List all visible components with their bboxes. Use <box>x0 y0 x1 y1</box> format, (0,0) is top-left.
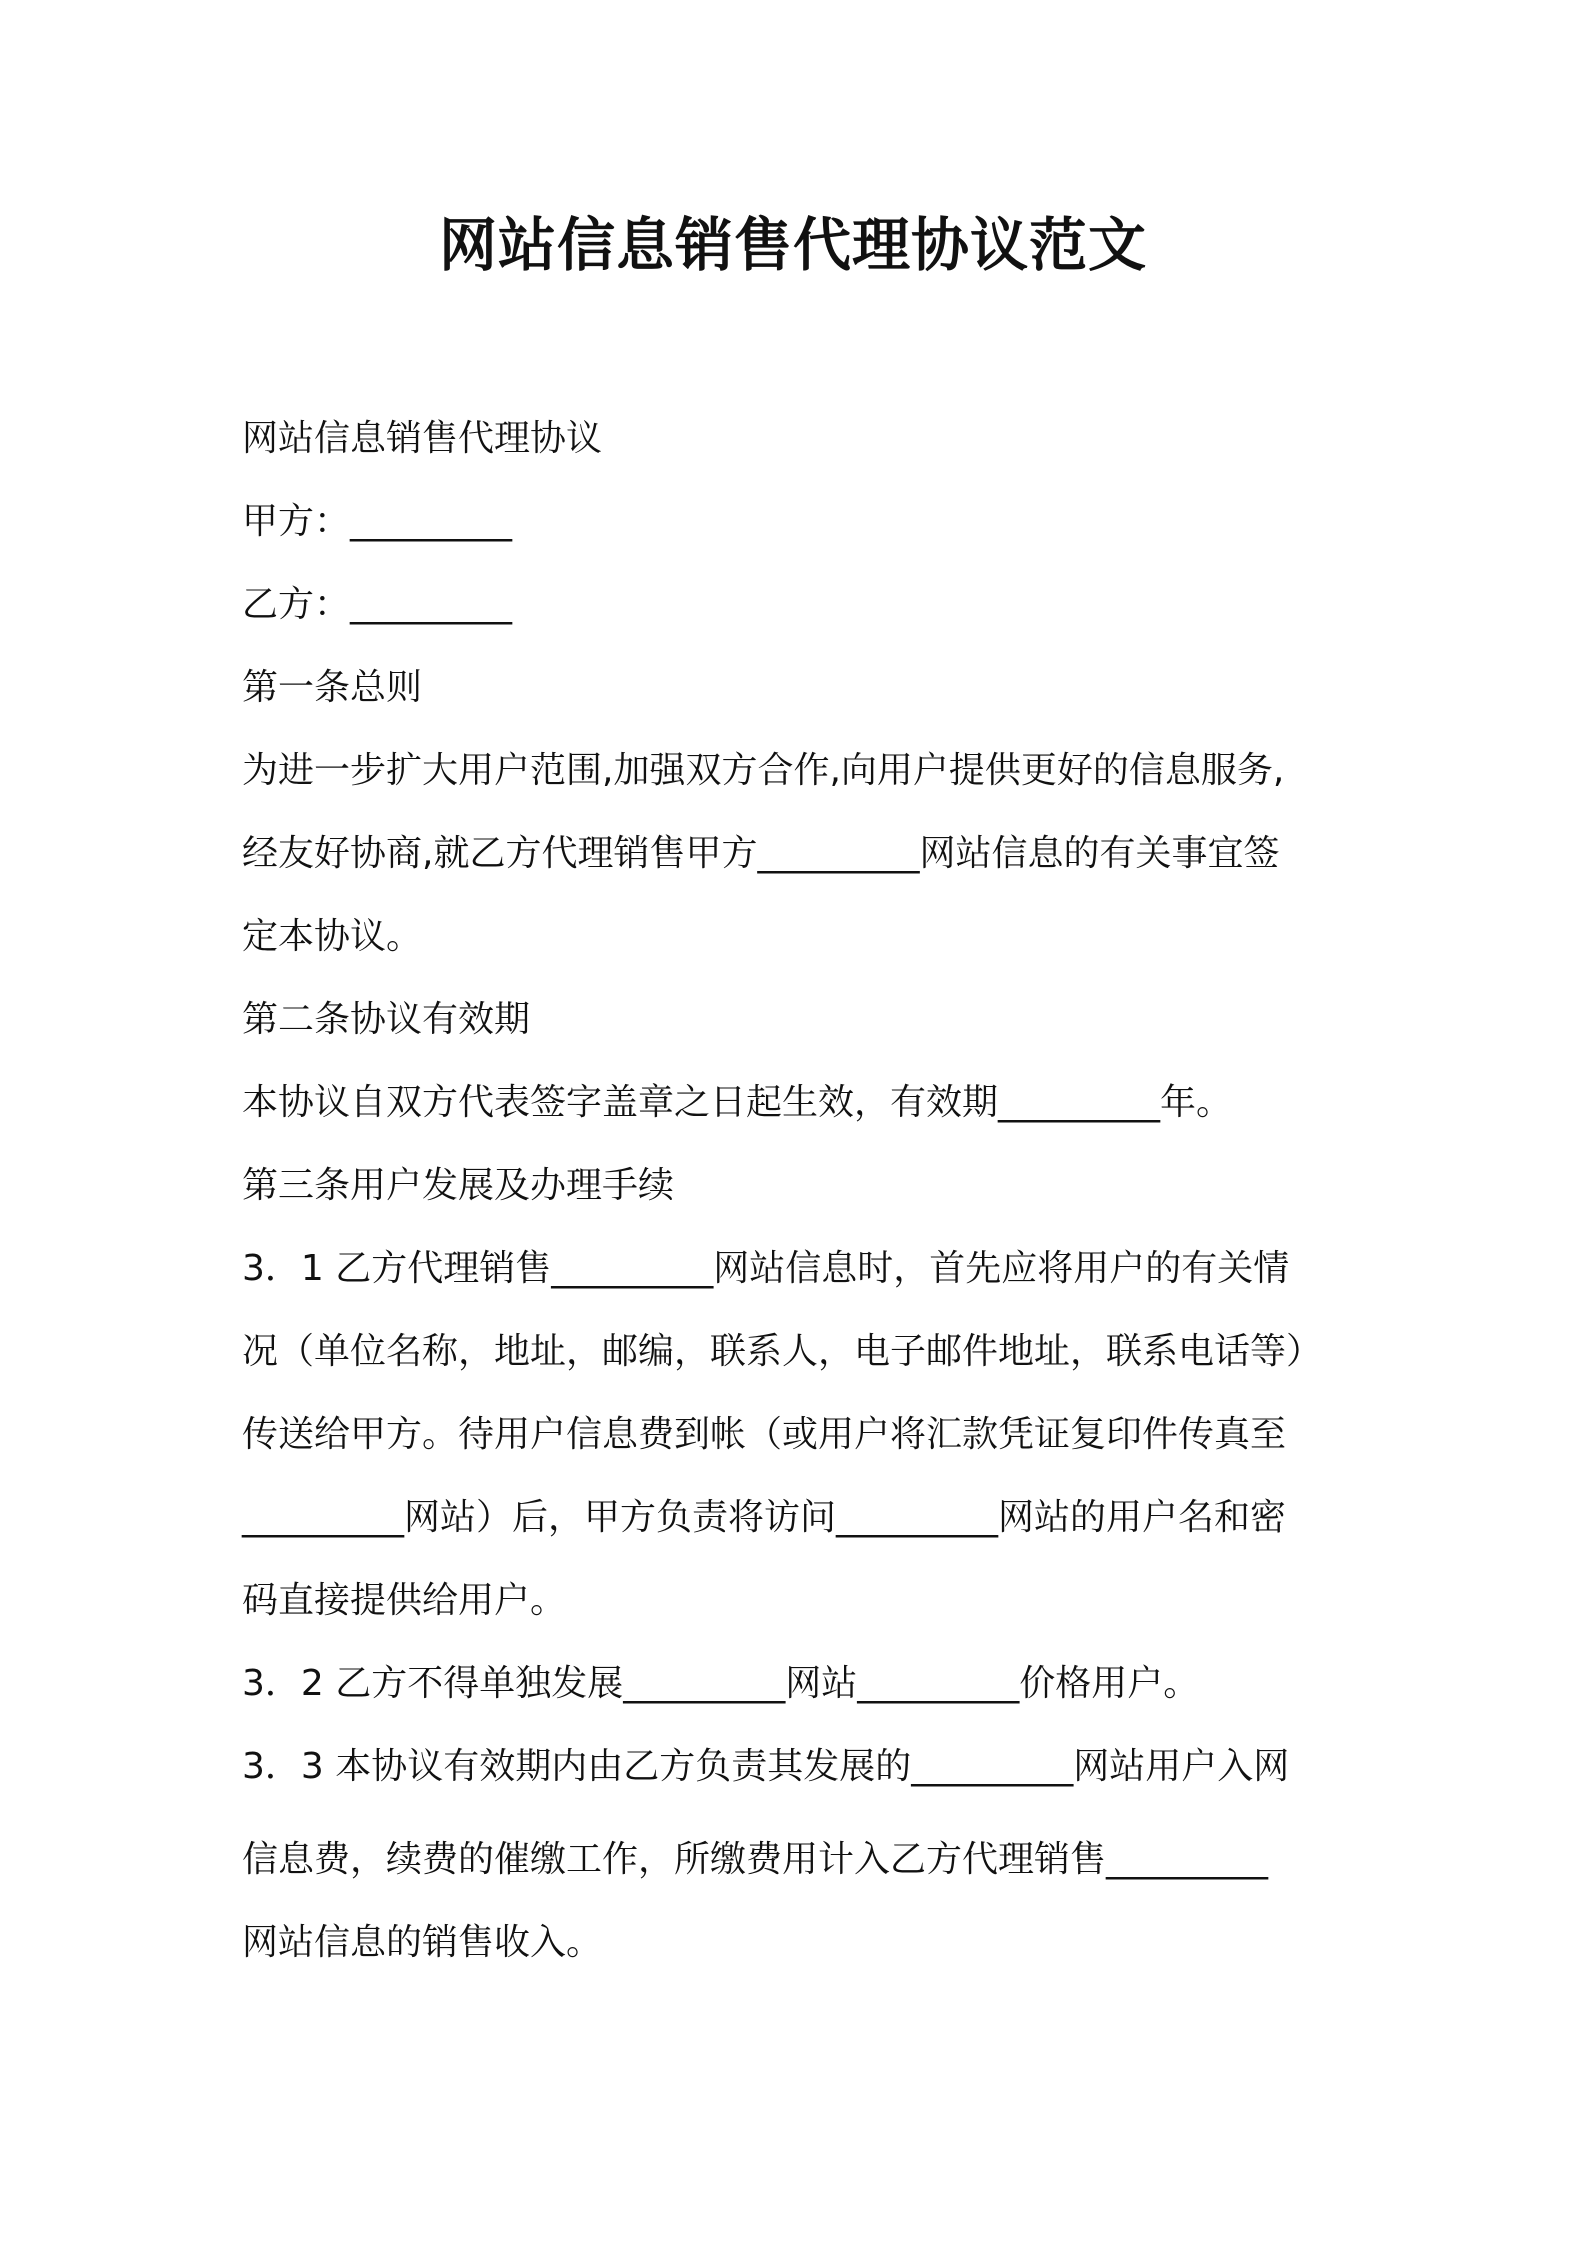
article-1-text-line: 经友好协商,就乙方代理销售甲方_________网站信息的有关事宜签 <box>242 833 1280 874</box>
clause-3-1-text-line: 传送给甲方。待用户信息费到帐（或用户将汇款凭证复印件传真至 <box>242 1414 1287 1455</box>
clause-3-2-text-line: 3．2 乙方不得单独发展_________网站_________价格用户。 <box>242 1663 1200 1704</box>
clause-3-3-text-line: 网站信息的销售收入。 <box>242 1922 603 1963</box>
document-title: 网站信息销售代理协议范文 <box>438 211 1147 279</box>
clause-3-1-text-line: 码直接提供给用户。 <box>242 1580 567 1621</box>
clause-3-1-text-line: 况（单位名称，地址，邮编，联系人，电子邮件地址，联系电话等） <box>242 1331 1323 1372</box>
clause-3-3-text-line: 信息费，续费的催缴工作，所缴费用计入乙方代理销售_________ <box>242 1839 1269 1880</box>
party-a-line: 甲方：_________ <box>242 501 513 542</box>
party-b-line: 乙方：_________ <box>242 584 513 625</box>
article-1-text-line: 定本协议。 <box>242 916 423 957</box>
clause-3-1-text-line: _________网站）后，甲方负责将访问_________网站的用户名和密 <box>242 1497 1287 1538</box>
article-2-text-line: 本协议自双方代表签字盖章之日起生效，有效期_________年。 <box>242 1082 1233 1123</box>
clause-3-3-text-line: 3．3 本协议有效期内由乙方负责其发展的_________网站用户入网 <box>242 1746 1290 1787</box>
article-3-heading: 第三条用户发展及办理手续 <box>242 1165 675 1206</box>
article-1-heading: 第一条总则 <box>242 667 423 708</box>
clause-3-1-text-line: 3．1 乙方代理销售_________网站信息时，首先应将用户的有关情 <box>242 1248 1290 1289</box>
article-1-text-line: 为进一步扩大用户范围,加强双方合作,向用户提供更好的信息服务, <box>242 750 1285 791</box>
agreement-subtitle: 网站信息销售代理协议 <box>242 418 603 459</box>
article-2-heading: 第二条协议有效期 <box>242 999 531 1040</box>
